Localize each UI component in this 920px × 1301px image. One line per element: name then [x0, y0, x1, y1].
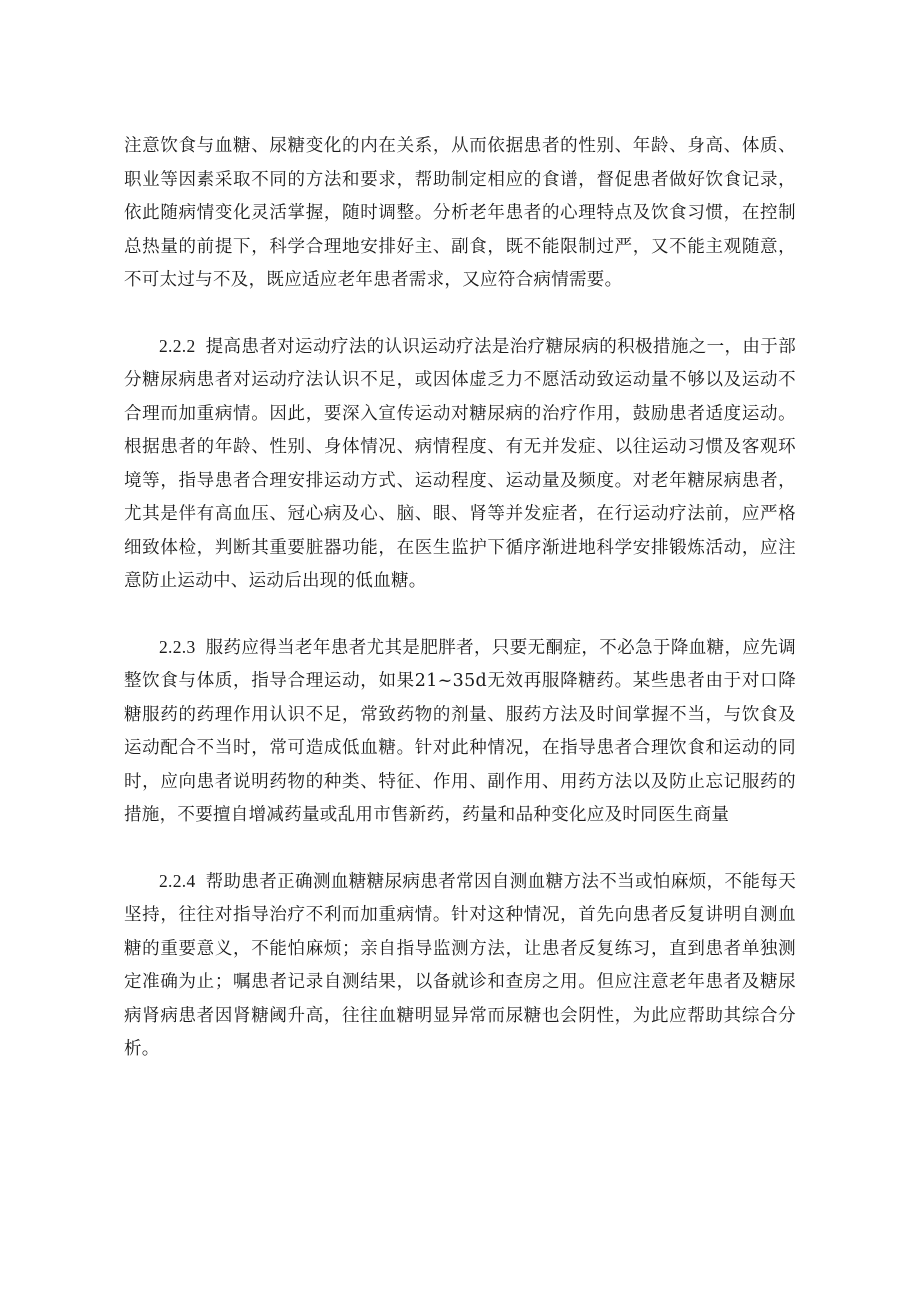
paragraph-diet-continuation [124, 130, 796, 298]
section-number: 2.2.2 [159, 335, 196, 356]
document-body [124, 130, 796, 1067]
paragraph-2-2-2-exercise-therapy [124, 330, 796, 599]
section-number: 2.2.3 [159, 636, 196, 657]
paragraph-2-2-4-blood-glucose-testing [124, 865, 796, 1067]
section-number: 2.2.4 [159, 870, 196, 891]
paragraph-text: 帮助患者正确测血糖糖尿病患者常因自测血糖方法不当或怕麻烦，不能每天坚持，往往对指导治疗不利而加重病情。针对这种情况，首先向患者反复讲明自测血糖的重要意义，不能怕麻烦；亲自指导监测方法，让患者反复练习，直到患者单独测定准确为止；嘱患者记录自测结果，以备就诊和查房之用。但应注意老年患者及糖尿病肾病患者因肾糖阈升高，往往血糖明显异常而尿糖也会阴性，为此应帮助其综合分析。 [124, 871, 796, 1059]
paragraph-2-2-3-medication [124, 631, 796, 833]
paragraph-text: 提高患者对运动疗法的认识运动疗法是治疗糖尿病的积极措施之一，由于部分糖尿病患者对运动疗法认识不足，或因体虚乏力不愿活动致运动量不够以及运动不合理而加重病情。因此，要深入宣传运动对糖尿病的治疗作用，鼓励患者适度运动。根据患者的年龄、性别、身体情况、病情程度、有无并发症、以往运动习惯及客观环境等，指导患者合理安排运动方式、运动程度、运动量及频度。对老年糖尿病患者，尤其是伴有高血压、冠心病及心、脑、眼、肾等并发症者，在行运动疗法前，应严格细致体检，判断其重要脏器功能，在医生监护下循序渐进地科学安排锻炼活动，应注意防止运动中、运动后出现的低血糖。 [124, 336, 796, 591]
paragraph-text: 服药应得当老年患者尤其是肥胖者，只要无酮症，不必急于降血糖，应先调整饮食与体质，指导合理运动，如果21~35d无效再服降糖药。某些患者由于对口降糖服药的药理作用认识不足，常致药物的剂量、服药方法及时间掌握不当，与饮食及运动配合不当时，常可造成低血糖。针对此种情况，在指导患者合理饮食和运动的同时，应向患者说明药物的种类、特征、作用、副作用、用药方法以及防止忘记服药的措施，不要擅自增减药量或乱用市售新药，药量和品种变化应及时同医生商量 [124, 637, 796, 825]
paragraph-text: 注意饮食与血糖、尿糖变化的内在关系，从而依据患者的性别、年龄、身高、体质、职业等因素采取不同的方法和要求，帮助制定相应的食谱，督促患者做好饮食记录，依此随病情变化灵活掌握，随时调整。分析老年患者的心理特点及饮食习惯，在控制总热量的前提下，科学合理地安排好主、副食，既不能限制过严，又不能主观随意，不可太过与不及，既应适应老年患者需求，又应符合病情需要。 [124, 136, 796, 290]
